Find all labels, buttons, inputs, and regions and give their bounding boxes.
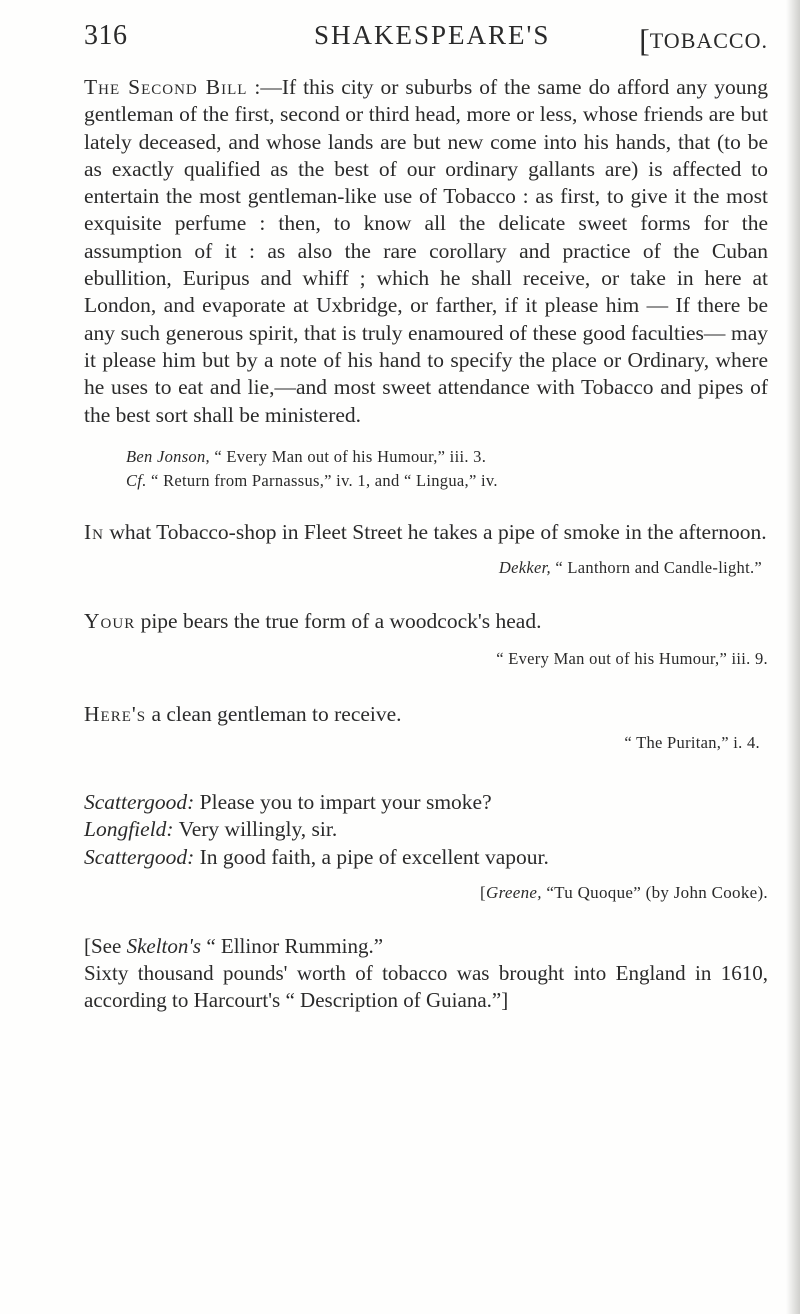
- citation-jonson: [84, 445, 768, 493]
- section-title: [TOBACCO.: [639, 22, 768, 58]
- dialogue-speaker: Scattergood:: [84, 789, 195, 814]
- book-page: [84, 0, 768, 1014]
- page-edge-shadow: [786, 0, 800, 1314]
- dialogue-speaker: Scattergood:: [84, 844, 195, 869]
- dialogue-text: Please you to impart your smoke?: [194, 789, 492, 814]
- page-header: [84, 0, 768, 74]
- citation-author: Dekker,: [498, 558, 551, 578]
- passage-clean-gentleman: [84, 701, 768, 728]
- citation-author: Greene,: [486, 883, 542, 903]
- dialogue-text: In good faith, a pipe of excellent vapour.: [194, 844, 549, 869]
- passage-lead: Here's: [84, 702, 147, 727]
- passage-lead: In: [84, 519, 104, 544]
- passage-woodcock: [84, 608, 768, 635]
- dialogue-line: [84, 789, 768, 817]
- passage-text: what Tobacco-shop in Fleet Street he takes a pipe of smoke in the afternoon.: [104, 519, 767, 544]
- note-author: Skelton's: [126, 934, 202, 959]
- running-title: SHAKESPEARE'S: [314, 20, 551, 50]
- passage-tobacco-shop: [84, 519, 768, 546]
- note-text: Sixty thousand pounds' worth of tobacco was brought into England in 1610, according to Harcourt's “ Description of Guiana.”]: [84, 961, 768, 1013]
- citation-greene: [84, 883, 768, 903]
- passage-text: a clean gentleman to receive.: [146, 702, 402, 727]
- dialogue-line: [84, 844, 768, 872]
- passage-text: pipe bears the true form of a woodcock's head.: [135, 609, 542, 634]
- dialogue-text: Very willingly, sir.: [173, 817, 338, 842]
- citation-work: “ Every Man out of his Humour,” iii. 9.: [496, 649, 768, 669]
- dialogue-block: [84, 789, 768, 872]
- dialogue-speaker: Longfield:: [84, 817, 174, 842]
- page-number: 316: [84, 20, 128, 51]
- passage-lead: Your: [84, 609, 136, 634]
- citation-work: “ Every Man out of his Humour,” iii. 3.: [209, 446, 487, 466]
- dialogue-line: [84, 816, 768, 844]
- citation-work: “ Lanthorn and Candle-light.”: [550, 558, 762, 578]
- citation-work: “Tu Quoque” (by John Cooke).: [541, 883, 768, 903]
- citation-dekker: [84, 558, 768, 578]
- passage-text: :—If this city or suburbs of the same do afford any young gentleman of the first, second or third head, more or less, whose friends are but lately deceased, and whose lands are but new come into his hands, that (to be as exactly qualified as the best of our ordinary gallants are) is affected to entertain the most gentleman-like use of Tobacco : as first, to give it the most exquisite perfume : then, to know all the delicate sweet forms for the assumption of it : as also the rare corollary and practice of the Cuban ebullition, Euripus and whiff ; which he shall receive, or take in here at London, and evaporate at Uxbridge, or farther, if it please him — If there be any such generous spirit, that is truly enamoured of these good faculties— may it please him but by a note of his hand to specify the place or Ordinary, where he uses to eat and lie,—and most sweet attendance with Tobacco and pipes of the best sort shall be ministered.: [84, 75, 768, 427]
- note-see-line: [See Skelton's “ Ellinor Rumming.”: [84, 934, 384, 959]
- citation-author: Ben Jonson,: [126, 446, 210, 466]
- citation-cf: Cf.: [126, 470, 147, 490]
- section-title-text: TOBACCO.: [649, 28, 768, 53]
- citation-cf-text: “ Return from Parnassus,” iv. 1, and “ Lingua,” iv.: [146, 470, 498, 490]
- note-work: “ Ellinor Rumming.”: [201, 934, 384, 959]
- citation-bracket: [: [480, 883, 487, 903]
- passage-second-bill: [84, 74, 768, 429]
- passage-lead: The Second Bill: [84, 75, 248, 99]
- citation-work: “ The Puritan,” i. 4.: [624, 732, 760, 752]
- citation-puritan: [84, 733, 768, 753]
- editor-note: [84, 933, 768, 1014]
- citation-every-man: [84, 649, 768, 669]
